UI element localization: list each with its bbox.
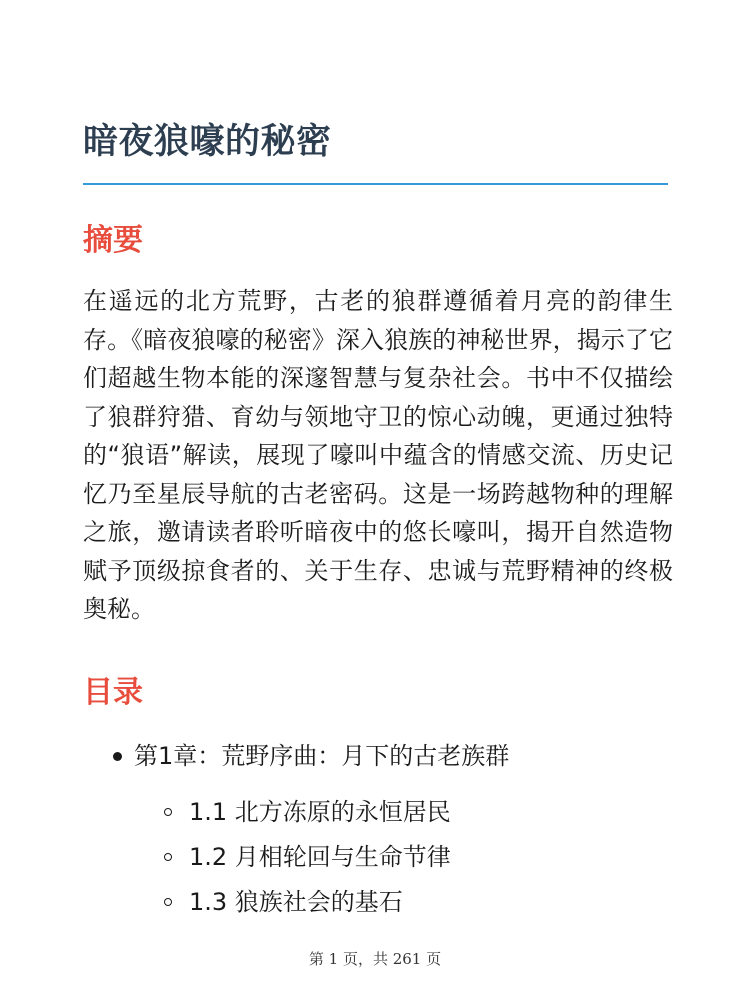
bullet-circle-icon (164, 853, 172, 861)
abstract-heading: 摘要 (83, 223, 143, 258)
toc-section-1-2[interactable]: 1.2 月相轮回与生命节律 (189, 843, 451, 871)
toc-heading: 目录 (83, 675, 143, 710)
bullet-circle-icon (164, 898, 172, 906)
toc-section-1-3[interactable]: 1.3 狼族社会的基石 (189, 888, 403, 916)
abstract-paragraph: 在遥远的北方荒野，古老的狼群遵循着月亮的韵律生存。《暗夜狼嚎的秘密》深入狼族的神秘世界，揭示了它们超越生物本能的深邃智慧与复杂社会。书中不仅描绘了狼群狩猎、育幼与领地守卫的惊心动魄，更通过独特的“狼语”解读，展现了嚎叫中蕴含的情感交流、历史记忆乃至星辰导航的古老密码。这是一场跨越物种的理解之旅，邀请读者聆听暗夜中的悠长嚎叫，揭开自然造物赋予顶级掠食者的、关于生存、忠诚与荒野精神的终极奥秘。 (83, 287, 673, 623)
bullet-circle-icon (164, 808, 172, 816)
bullet-disc-icon (113, 752, 122, 761)
toc-chapter-1[interactable]: 第1章：荒野序曲：月下的古老族群 (134, 742, 510, 770)
page-number-footer: 第 1 页，共 261 页 (308, 950, 442, 968)
toc-section-1-1[interactable]: 1.1 北方冻原的永恒居民 (189, 798, 451, 826)
document-title: 暗夜狼嚎的秘密 (83, 122, 332, 162)
title-divider (83, 183, 668, 185)
